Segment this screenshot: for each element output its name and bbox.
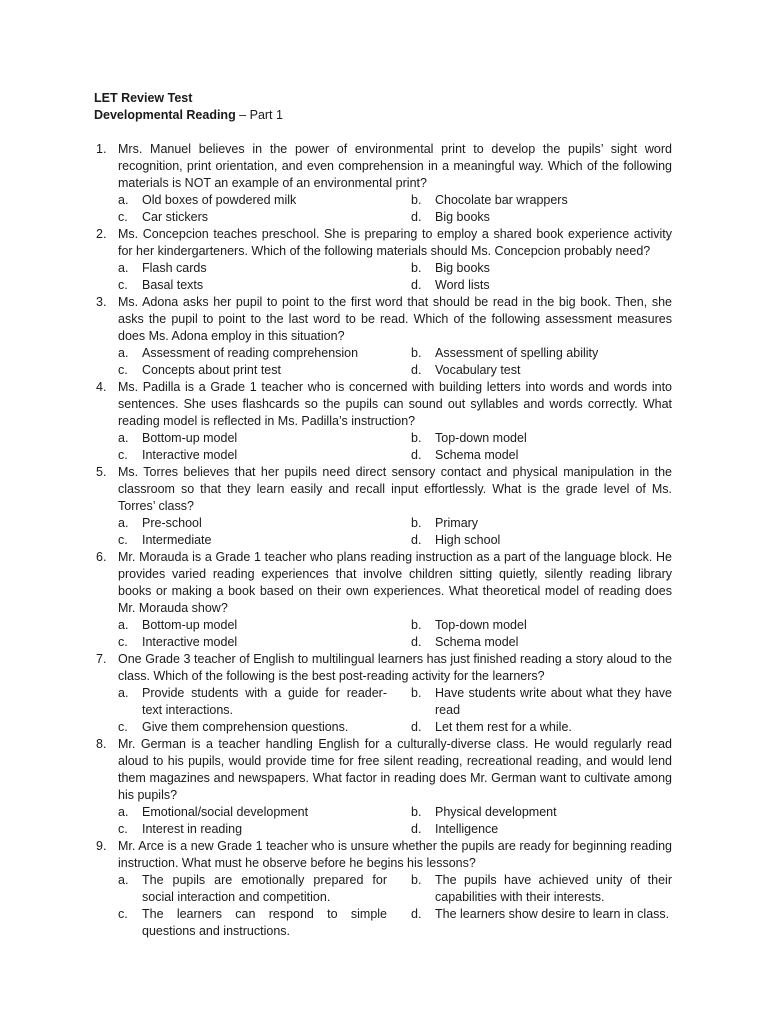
question-text: Mr. Arce is a new Grade 1 teacher who is unsure whether the pupils are ready for beginning reading instruction. What must he observe before he begins his lessons? (118, 839, 672, 870)
option-text: Assessment of spelling ability (435, 346, 599, 360)
option-a (118, 617, 411, 634)
option-text: The pupils are emotionally prepared for social interaction and competition. (142, 873, 387, 904)
question-1 (94, 141, 672, 226)
option-letter: c. (118, 448, 128, 462)
option-d (411, 719, 672, 736)
option-text: Pre-school (142, 516, 202, 530)
option-text: Bottom-up model (142, 618, 238, 632)
option-b (411, 872, 672, 906)
option-text: Provide students with a guide for reader-text interactions. (142, 686, 387, 717)
option-a (118, 872, 411, 906)
question-8 (94, 736, 672, 838)
option-d (411, 362, 672, 379)
option-a (118, 804, 411, 821)
option-text: Intelligence (435, 822, 499, 836)
option-a (118, 515, 411, 532)
option-letter: c. (118, 278, 128, 292)
document-page (94, 90, 672, 940)
question-number: 7. (96, 652, 107, 666)
option-letter: b. (411, 686, 422, 700)
question-number: 1. (96, 142, 107, 156)
option-text: High school (435, 533, 501, 547)
option-text: Let them rest for a while. (435, 720, 572, 734)
option-text: Physical development (435, 805, 557, 819)
answer-options (118, 617, 672, 651)
option-text: Big books (435, 261, 490, 275)
option-letter: b. (411, 516, 422, 530)
option-a (118, 192, 411, 209)
option-letter: c. (118, 907, 128, 921)
option-text: Primary (435, 516, 479, 530)
option-text: Schema model (435, 448, 519, 462)
option-letter: d. (411, 278, 422, 292)
option-letter: a. (118, 805, 129, 819)
question-5 (94, 464, 672, 549)
option-text: Have students write about what they have read (435, 686, 672, 717)
option-text: Emotional/social development (142, 805, 309, 819)
option-text: Bottom-up model (142, 431, 238, 445)
option-b (411, 685, 672, 719)
option-letter: c. (118, 822, 128, 836)
option-text: Top-down model (435, 431, 527, 445)
option-letter: c. (118, 720, 128, 734)
option-c (118, 532, 411, 549)
option-d (411, 447, 672, 464)
option-letter: d. (411, 363, 422, 377)
option-a (118, 260, 411, 277)
option-letter: d. (411, 533, 422, 547)
option-letter: b. (411, 618, 422, 632)
option-d (411, 634, 672, 651)
option-text: Word lists (435, 278, 490, 292)
question-number: 5. (96, 465, 107, 479)
option-letter: b. (411, 193, 422, 207)
question-number: 4. (96, 380, 107, 394)
option-c (118, 821, 411, 838)
option-letter: a. (118, 618, 129, 632)
document-title (94, 90, 672, 124)
option-text: Big books (435, 210, 490, 224)
option-letter: a. (118, 193, 129, 207)
option-letter: a. (118, 516, 129, 530)
title-line-1: LET Review Test (94, 91, 193, 105)
option-letter: d. (411, 907, 422, 921)
question-text: Ms. Torres believes that her pupils need direct sensory contact and physical manipulation in the classroom so that they learn easily and recall input effortlessly. What is the grade level of Ms. Torres’ class? (118, 465, 672, 513)
option-letter: c. (118, 533, 128, 547)
option-text: Basal texts (142, 278, 204, 292)
option-b (411, 617, 672, 634)
option-b (411, 804, 672, 821)
question-number: 6. (96, 550, 107, 564)
option-letter: b. (411, 346, 422, 360)
option-letter: d. (411, 720, 422, 734)
option-letter: b. (411, 431, 422, 445)
option-text: Car stickers (142, 210, 208, 224)
option-letter: a. (118, 346, 129, 360)
option-text: Schema model (435, 635, 519, 649)
option-a (118, 685, 411, 719)
option-text: The learners can respond to simple questions and instructions. (142, 907, 387, 938)
question-number: 3. (96, 295, 107, 309)
question-list (94, 141, 672, 940)
option-b (411, 192, 672, 209)
question-text: Ms. Padilla is a Grade 1 teacher who is concerned with building letters into words and words into sentences. She uses flashcards so the pupils can sound out syllables and words correctly. What reading model is reflected in Ms. Padilla’s instruction? (118, 380, 672, 428)
question-text: One Grade 3 teacher of English to multilingual learners has just finished reading a story aloud to the class. Which of the following is the best post-reading activity for the learners? (118, 652, 672, 683)
question-number: 9. (96, 839, 107, 853)
option-letter: d. (411, 635, 422, 649)
option-letter: c. (118, 635, 128, 649)
answer-options (118, 260, 672, 294)
option-d (411, 821, 672, 838)
option-b (411, 515, 672, 532)
option-text: Top-down model (435, 618, 527, 632)
option-text: Assessment of reading comprehension (142, 346, 359, 360)
option-letter: c. (118, 363, 128, 377)
option-letter: a. (118, 431, 129, 445)
answer-options (118, 192, 672, 226)
option-d (411, 906, 672, 940)
option-a (118, 345, 411, 362)
question-number: 2. (96, 227, 107, 241)
option-c (118, 634, 411, 651)
question-text: Ms. Concepcion teaches preschool. She is preparing to employ a shared book experience activity for her kindergarteners. Which of the following materials should Ms. Concepcion probably need? (118, 227, 672, 258)
option-text: Chocolate bar wrappers (435, 193, 568, 207)
title-subject: Developmental Reading (94, 108, 236, 122)
answer-options (118, 430, 672, 464)
answer-options (118, 345, 672, 379)
question-6 (94, 549, 672, 651)
option-text: Concepts about print test (142, 363, 281, 377)
option-a (118, 430, 411, 447)
option-text: The pupils have achieved unity of their capabilities with their interests. (435, 873, 672, 904)
option-letter: d. (411, 448, 422, 462)
question-2 (94, 226, 672, 294)
option-letter: a. (118, 873, 129, 887)
question-text: Mr. Morauda is a Grade 1 teacher who plans reading instruction as a part of the language block. He provides varied reading experiences that involve children sitting quietly, silently reading library books or making a book based on their own experiences. What theoretical model of reading does Mr. Morauda show? (118, 550, 672, 615)
option-c (118, 447, 411, 464)
option-c (118, 719, 411, 736)
option-text: Interest in reading (142, 822, 243, 836)
option-letter: d. (411, 822, 422, 836)
question-number: 8. (96, 737, 107, 751)
title-line-2 (94, 107, 672, 124)
option-d (411, 532, 672, 549)
option-b (411, 430, 672, 447)
option-text: Old boxes of powdered milk (142, 193, 297, 207)
option-c (118, 277, 411, 294)
option-letter: a. (118, 261, 129, 275)
option-text: Vocabulary test (435, 363, 521, 377)
answer-options (118, 804, 672, 838)
option-d (411, 277, 672, 294)
option-text: Give them comprehension questions. (142, 720, 349, 734)
question-text: Mrs. Manuel believes in the power of environmental print to develop the pupils’ sight word recognition, print orientation, and even comprehension in a meaningful way. Which of the following materials is NOT an example of an environmental print? (118, 142, 672, 190)
option-letter: b. (411, 261, 422, 275)
option-text: The learners show desire to learn in class. (435, 907, 670, 921)
option-text: Interactive model (142, 448, 238, 462)
option-b (411, 260, 672, 277)
option-letter: b. (411, 805, 422, 819)
option-letter: d. (411, 210, 422, 224)
option-text: Intermediate (142, 533, 212, 547)
option-text: Flash cards (142, 261, 207, 275)
question-text: Ms. Adona asks her pupil to point to the first word that should be read in the big book. Then, she asks the pupil to point to the last word to be read. Which of the following assessment measures does Ms. Adona employ in this situation? (118, 295, 672, 343)
question-text: Mr. German is a teacher handling English for a culturally-diverse class. He would regularly read aloud to his pupils, would provide time for free silent reading, recreational reading, and would lend them magazines and newspapers. What factor in reading does Mr. German want to cultivate among his pupils? (118, 737, 672, 802)
option-letter: b. (411, 873, 422, 887)
option-text: Interactive model (142, 635, 238, 649)
question-7 (94, 651, 672, 736)
answer-options (118, 872, 672, 940)
question-9 (94, 838, 672, 940)
answer-options (118, 515, 672, 549)
option-c (118, 906, 411, 940)
question-4 (94, 379, 672, 464)
option-d (411, 209, 672, 226)
option-b (411, 345, 672, 362)
option-c (118, 362, 411, 379)
answer-options (118, 685, 672, 736)
title-part: – Part 1 (235, 108, 283, 122)
option-letter: a. (118, 686, 129, 700)
question-3 (94, 294, 672, 379)
option-c (118, 209, 411, 226)
option-letter: c. (118, 210, 128, 224)
